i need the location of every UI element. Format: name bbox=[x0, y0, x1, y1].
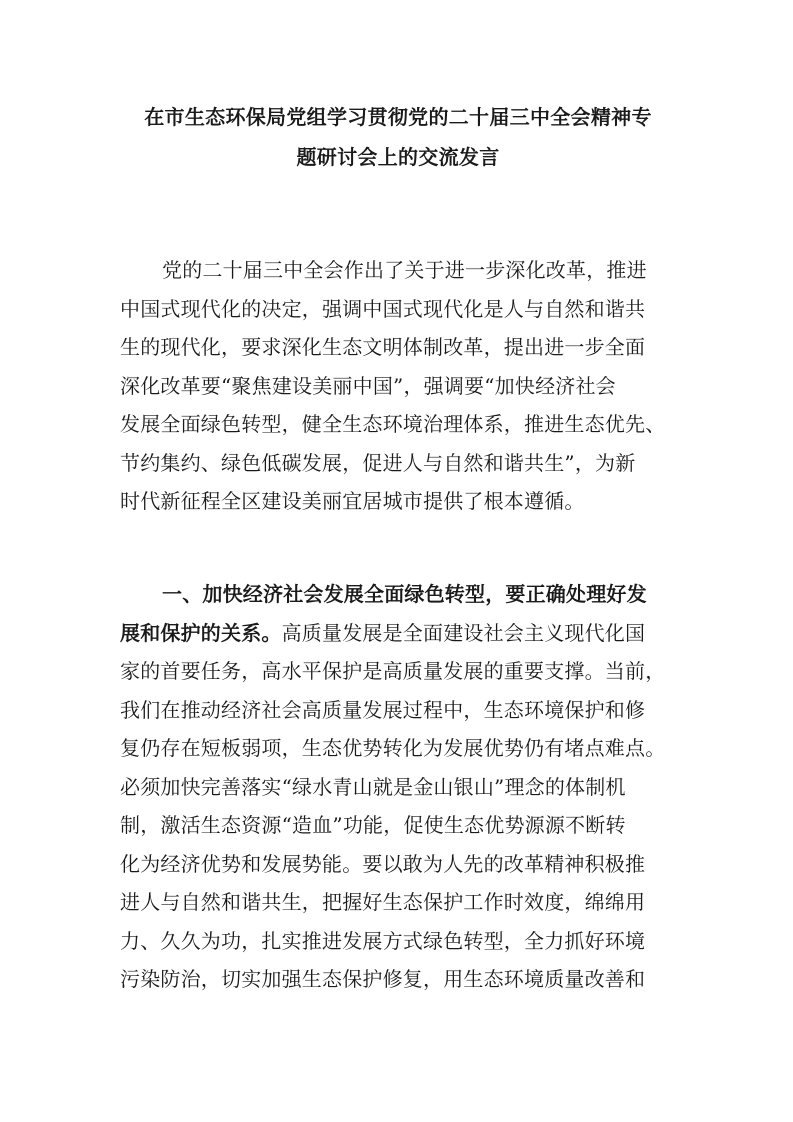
section-1-line: 必须加快完善落实“绿水青山就是金山银山”理念的体制机 bbox=[120, 774, 626, 799]
intro-line: 发展全面绿色转型，健全生态环境治理体系，推进生态优先、 bbox=[120, 412, 666, 436]
section-1-line: 力、久久为功，扎实推进发展方式绿色转型，全力抓好环境 bbox=[120, 928, 646, 953]
intro-line: 生的现代化，要求深化生态文明体制改革，提出进一步全面 bbox=[120, 335, 646, 359]
intro-line: 党的二十届三中全会作出了关于进一步深化改革，推进 bbox=[162, 258, 647, 282]
section-1-heading-end: 展和保护的关系。 bbox=[120, 620, 282, 645]
section-1-heading: 一、加快经济社会发展全面绿色转型，要正确处理好发 bbox=[162, 582, 647, 606]
section-1-line: 我们在推动经济社会高质量发展过程中，生态环境保护和修 bbox=[120, 697, 646, 722]
section-1-line: 制，激活生态资源“造血”功能，促使生态优势源源不断转 bbox=[120, 813, 626, 837]
section-1-line: 污染防治，切实加强生态保护修复，用生态环境质量改善和 bbox=[120, 967, 646, 991]
title-line-1: 在市生态环保局党组学习贯彻党的二十届三中全会精神专 bbox=[144, 105, 652, 129]
section-1-line: 家的首要任务，高水平保护是高质量发展的重要支撑。当前， bbox=[120, 659, 666, 683]
intro-line: 深化改革要“聚焦建设美丽中国”，强调要“加快经济社会 bbox=[120, 373, 616, 398]
section-1-paragraph bbox=[120, 575, 675, 999]
section-1-body-start: 高质量发展是全面建设社会主义现代化国 bbox=[281, 620, 646, 645]
section-1-heading-continuation bbox=[120, 614, 675, 653]
section-1-line: 进人与自然和谐共生，把握好生态保护工作时效度，绵绵用 bbox=[120, 890, 646, 914]
title-line-2: 题研讨会上的交流发言 bbox=[296, 145, 500, 169]
document-title bbox=[118, 97, 678, 177]
intro-paragraph bbox=[120, 251, 675, 521]
intro-line: 中国式现代化的决定，强调中国式现代化是人与自然和谐共 bbox=[120, 296, 646, 321]
intro-line: 节约集约、绿色低碳发展，促进人与自然和谐共生”，为新 bbox=[120, 450, 636, 475]
section-1-line: 复仍存在短板弱项，生态优势转化为发展优势仍有堵点难点。 bbox=[120, 736, 666, 760]
section-1-line: 化为经济优势和发展势能。要以敢为人先的改革精神积极推 bbox=[120, 851, 646, 876]
intro-line: 时代新征程全区建设美丽宜居城市提供了根本遵循。 bbox=[120, 489, 585, 513]
